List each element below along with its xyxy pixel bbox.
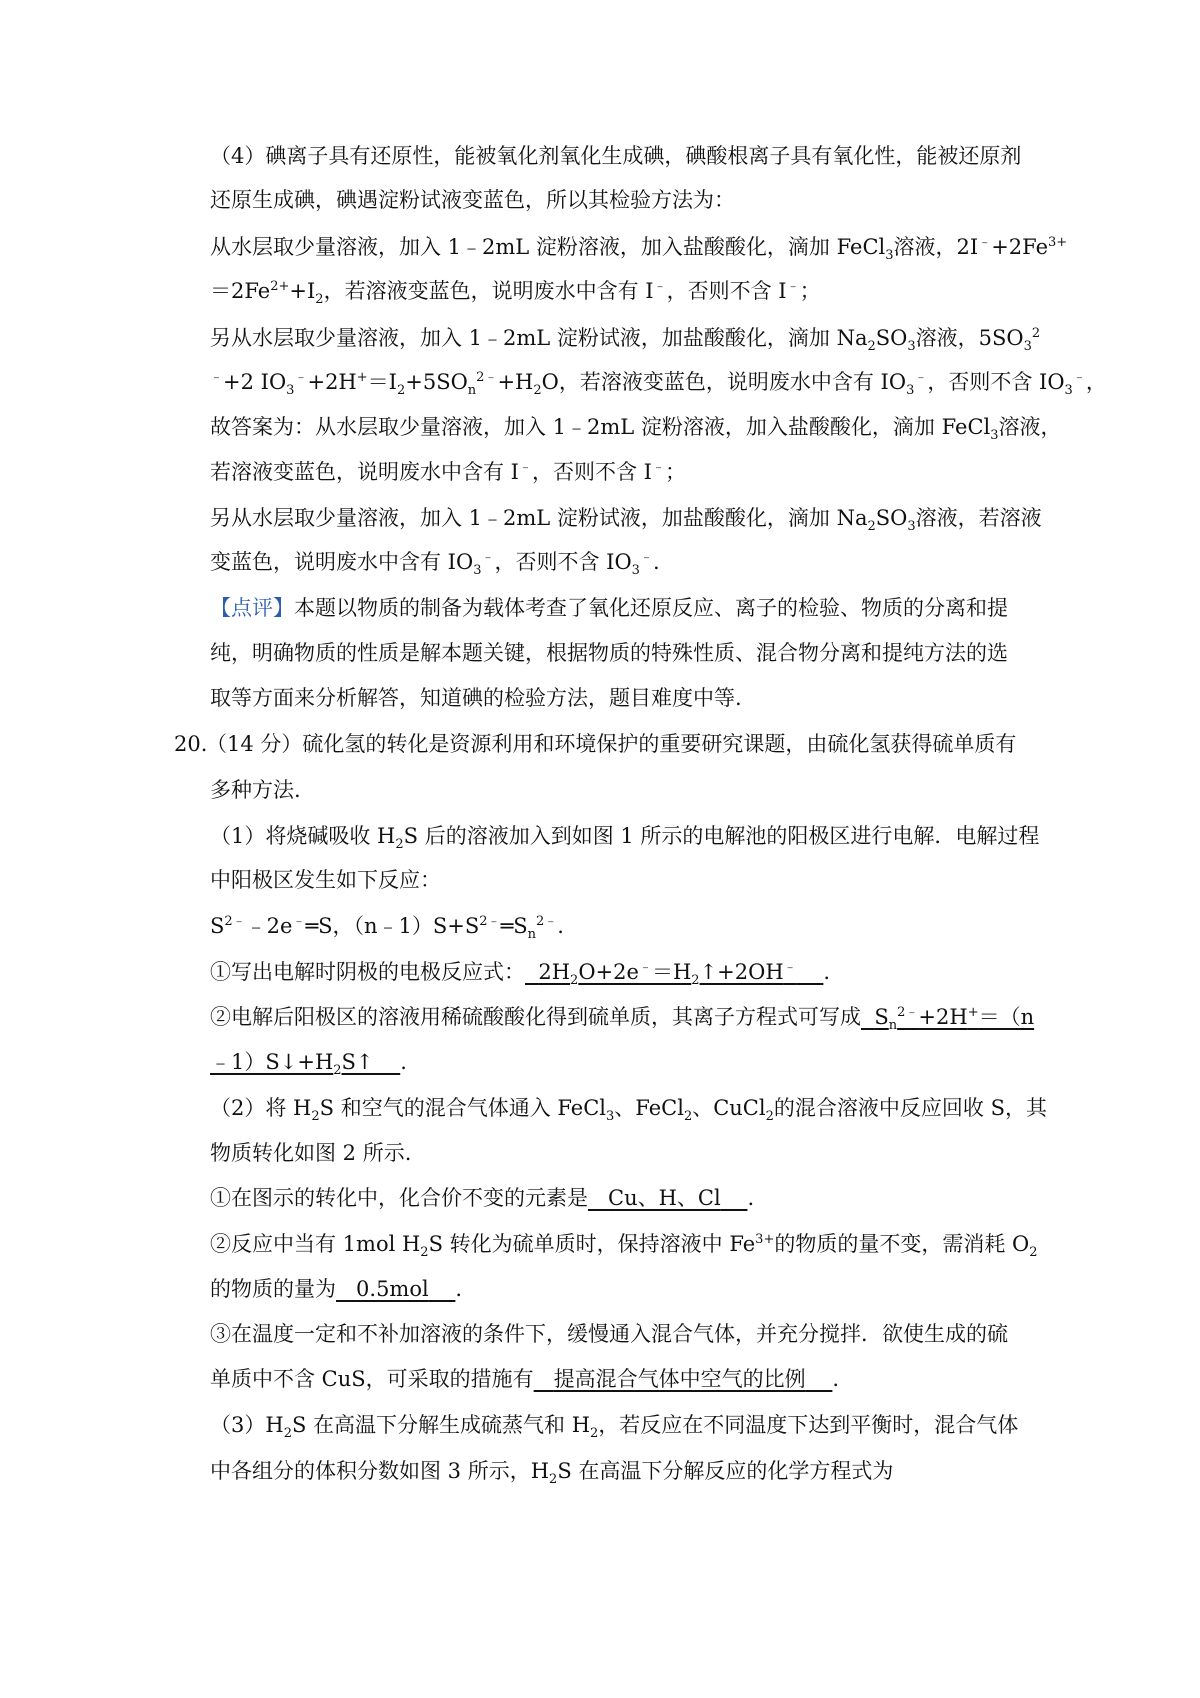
q20-p2-line2: 物质转化如图 2 所示. (210, 1141, 412, 1165)
method2-line2: ﹣+2 $IO_3^﹣+2H^+=I_2+5SO_n^{2﹣}+H_2O$，若溶液变蓝色，说明废水中含有 $IO_3^﹣$，否则不含 $IO_3^﹣$， (210, 370, 1107, 399)
answer-elements: Cu、H、Cl (608, 1186, 721, 1210)
review-line1: 【点评】本题以物质的制备为载体考查了氧化还原反应、离子的检验、物质的分离和提 (210, 596, 1008, 620)
q20-p3-line1: $(3)H_2S$ 在高温下分解生成硫蒸气和 $H_2$，若反应在不同温度下达到平衡时，混合气体 (210, 1413, 1019, 1442)
answer-line2: 若溶液变蓝色，说明废水中含有 I﹣，否则不含 I﹣； (210, 460, 686, 484)
answer-oxygen: 0.5mol (356, 1277, 429, 1301)
q20-s1: ①在图示的转化中，化合价不变的元素是 Cu、H、Cl . (210, 1186, 755, 1210)
q20-p3-line2: 中各组分的体积分数如图 3 所示，$H_2S$ 在高温下分解反应的化学方程式为 (210, 1459, 894, 1488)
anode-reactions: $S^{2﹣}﹣2e^﹣═S$，$(n﹣1)S+S^{2﹣}═S_n^{2﹣}$. (210, 914, 564, 943)
q20-p1-line2: 中阳极区发生如下反应： (210, 868, 441, 892)
q20-sub2-line1: ②电解后阳极区的溶液用稀硫酸酸化得到硫单质，其离子方程式可写成 $S_n^{2﹣}+2H^+=(n$ (210, 1005, 1035, 1034)
method1-line1: 从水层取少量溶液，加入 1﹣2mL 淀粉溶液，加入盐酸酸化，滴加 FeCl$_3$溶液，$2I^﹣+2Fe^{3+}$ (210, 235, 1068, 264)
method1-line2: $=2Fe^{2+}+I_2$，若溶液变蓝色，说明废水中含有 I﹣，否则不含 I﹣； (210, 279, 821, 308)
q20-s3-line1: ③在温度一定和不补加溶液的条件下，缓慢通入混合气体，并充分搅拌．欲使生成的硫 (210, 1322, 1008, 1346)
q20-s3-line2: 单质中不含 CuS，可采取的措施有 提高混合气体中空气的比例 . (210, 1367, 840, 1391)
q20-s2-line1: ②反应中当有 1mol $H_2S$ 转化为硫单质时，保持溶液中 $Fe^{3+}$的物质的量不变，需消耗 $O_2$ (210, 1232, 1038, 1261)
q20-p1-line1: （1）将烧碱吸收 $H_2S$ 后的溶液加入到如图 1 所示的电解池的阳极区进行电解．电解过程 (210, 824, 1040, 853)
answer-line1: 故答案为：从水层取少量溶液，加入 1﹣2mL 淀粉溶液，加入盐酸酸化，滴加 FeCl$_3$溶液， (210, 415, 1062, 444)
method2-line1: 另从水层取少量溶液，加入 1﹣2mL 淀粉试液，加盐酸酸化，滴加 $Na_2SO_3$溶液，$5SO_3^2$ (210, 326, 1041, 355)
q20-sub1: ①写出电解时阴极的电极反应式： $2H_2O+2e^﹣=H_2↑+2OH^﹣$ . (210, 960, 831, 989)
q20-sub2-line2: $﹣1)S↓+H_2S↑$ . (210, 1050, 407, 1079)
answer-line3: 另从水层取少量溶液，加入 1﹣2mL 淀粉试液，加盐酸酸化，滴加 $Na_2SO_3$溶液，若溶液 (210, 506, 1042, 535)
q20-head-line2: 多种方法. (210, 778, 301, 802)
review-tag: 【点评】 (210, 596, 294, 620)
answer-ionic-eq-b: $﹣1)S↓+H_2S↑$ (210, 1050, 374, 1079)
answer-line4: 变蓝色，说明废水中含有 $IO_3^﹣$，否则不含 $IO_3^﹣$. (210, 550, 660, 579)
answer-measure: 提高混合气体中空气的比例 (553, 1367, 806, 1391)
review-line2: 纯，明确物质的性质是解本题关键，根据物质的特殊性质、混合物分离和提纯方法的选 (210, 641, 1008, 665)
question-number: 20. (174, 732, 208, 756)
q20-head-line1: （14 分）硫化氢的转化是资源利用和环境保护的重要研究课题，由硫化氢获得硫单质有 (206, 732, 1017, 756)
review-line3: 取等方面来分析解答，知道碘的检验方法，题目难度中等. (210, 686, 742, 710)
answer-ionic-eq-a: $S_n^{2﹣}+2H^+=(n$ (874, 1005, 1035, 1034)
part4-intro-line1: （4）碘离子具有还原性，能被氧化剂氧化生成碘，碘酸根离子具有氧化性，能被还原剂 (210, 144, 1022, 168)
q20-p2-line1: （2）将 $H_2S$ 和空气的混合气体通入 FeCl$_3$、FeCl$_2$、CuCl$_2$的混合溶液中反应回收 S，其 (210, 1096, 1047, 1125)
part4-intro-line2: 还原生成碘，碘遇淀粉试液变蓝色，所以其检验方法为： (210, 188, 735, 212)
q20-s2-line2: 的物质的量为 0.5mol . (210, 1277, 463, 1301)
answer-cathode: $2H_2O+2e^﹣=H_2↑+2OH^﹣$ (538, 960, 797, 989)
